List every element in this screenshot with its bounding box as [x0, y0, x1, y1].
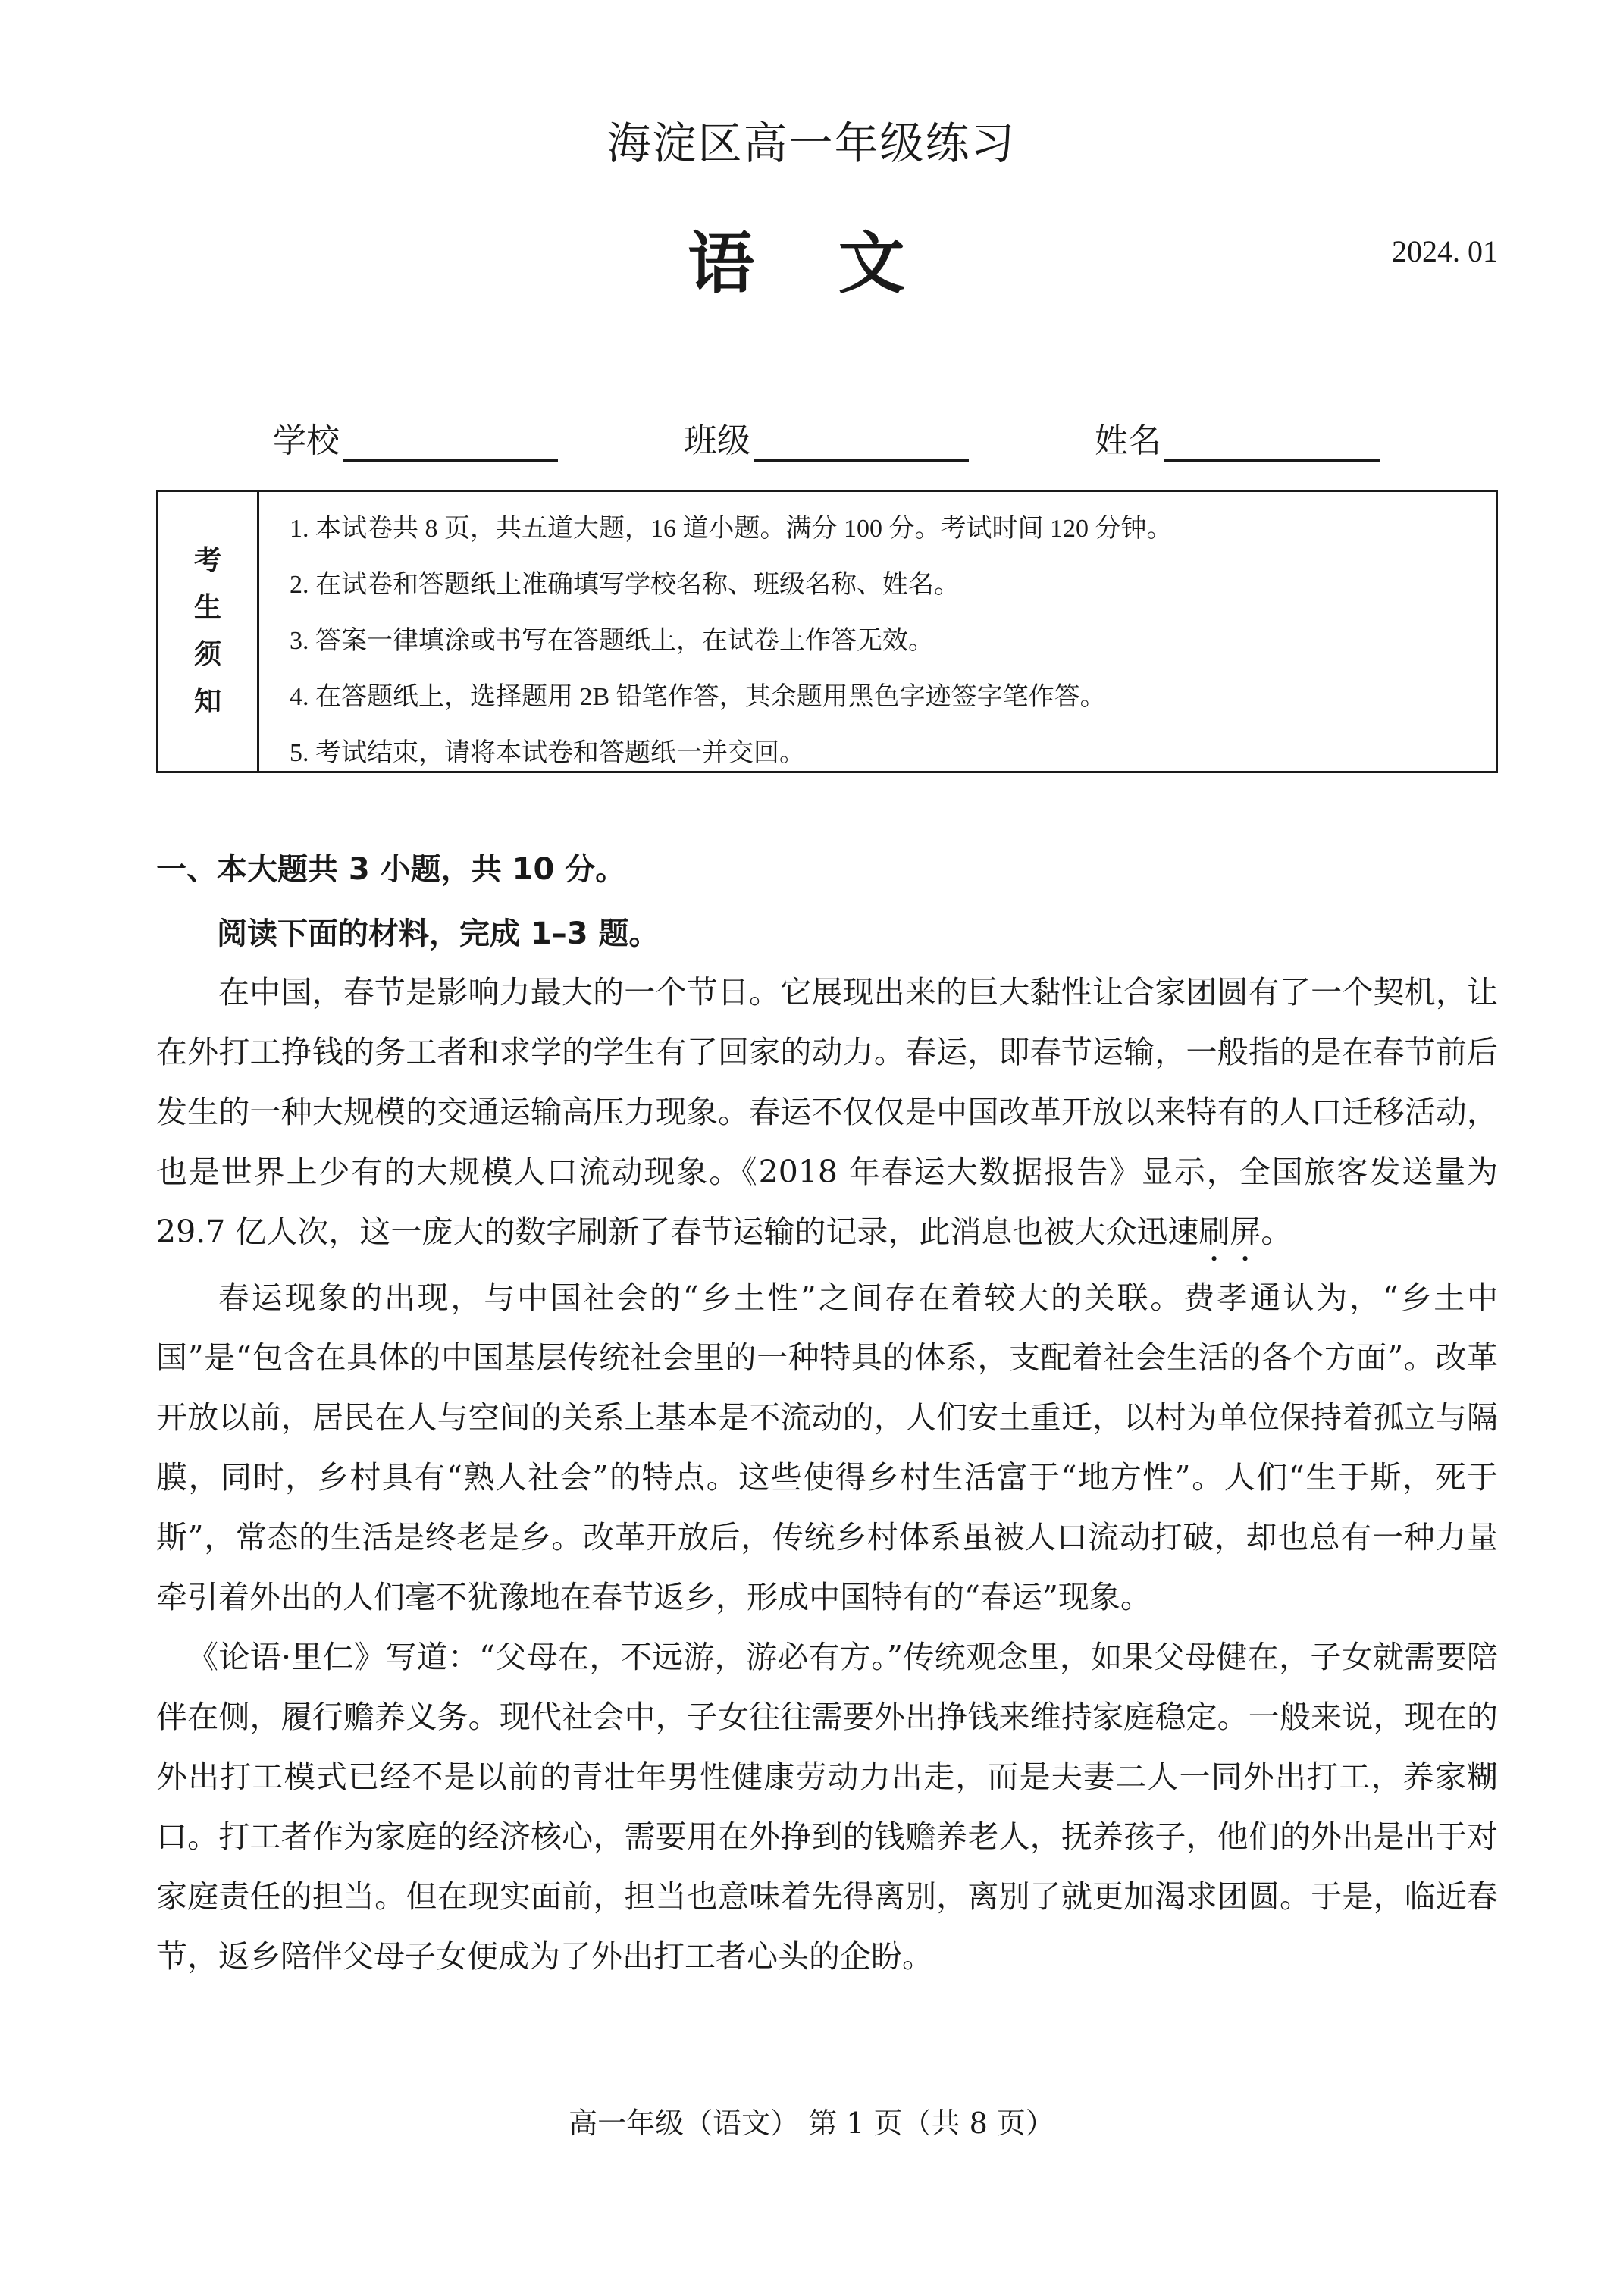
reading-instruction: 阅读下面的材料，完成 1–3 题。	[217, 916, 660, 951]
notice-item: 2. 在试卷和答题纸上准确填写学校名称、班级名称、姓名。	[290, 571, 960, 599]
subject-title: 语 文	[688, 224, 935, 302]
section-heading: 一、本大题共 3 小题，共 10 分。	[156, 852, 626, 887]
class-field	[684, 413, 969, 462]
name-label: 姓名	[1095, 421, 1161, 460]
school-blank	[343, 421, 558, 462]
class-blank	[754, 421, 969, 462]
class-label: 班级	[684, 421, 750, 460]
emphasized-word: 刷屏	[1198, 1214, 1261, 1250]
notice-label-char: 知	[193, 686, 221, 717]
exam-notice-box	[156, 490, 1498, 773]
notice-label-char: 生	[193, 592, 221, 623]
exam-date: 2024. 01	[1392, 234, 1498, 268]
exam-title: 海淀区高一年级练习	[606, 117, 1017, 169]
notice-item: 4. 在答题纸上，选择题用 2B 铅笔作答，其余题用黑色字迹签字笔作答。	[290, 683, 1106, 711]
paragraph-text-end: 。	[1261, 1214, 1292, 1250]
school-field	[273, 413, 558, 462]
student-info-row	[273, 413, 1380, 462]
name-blank	[1164, 421, 1380, 462]
passage-paragraph	[156, 963, 1498, 1268]
reading-passage	[156, 963, 1498, 1987]
school-label: 学校	[273, 421, 340, 460]
notice-label	[158, 492, 259, 771]
passage-paragraph: 《论语·里仁》写道：“父母在，不远游，游必有方。”传统观念里，如果父母健在，子女就需要陪伴在侧，履行赡养义务。现代社会中，子女往往需要外出挣钱来维持家庭稳定。一般来说，现在的外出打工模式已经不是以前的青壮年男性健康劳动力出走，而是夫妻二人一同外出打工，养家糊口。打工者作为家庭的经济核心，需要用在外挣到的钱赡养老人，抚养孩子，他们的外出是出于对家庭责任的担当。但在现实面前，担当也意味着先得离别，离别了就更加渴求团圆。于是，临近春节，返乡陪伴父母子女便成为了外出打工者心头的企盼。	[156, 1639, 1498, 1975]
notice-item: 5. 考试结束，请将本试卷和答题纸一并交回。	[290, 739, 805, 767]
passage-paragraph: 春运现象的出现，与中国社会的“乡土性”之间存在着较大的关联。费孝通认为，“乡土中国”是“包含在具体的中国基层传统社会里的一种特具的体系，支配着社会生活的各个方面”。改革开放以前，居民在人与空间的关系上基本是不流动的，人们安土重迁，以村为单位保持着孤立与隔膜，同时，乡村具有“熟人社会”的特点。这些使得乡村生活富于“地方性”。人们“生于斯，死于斯”，常态的生活是终老是乡。改革开放后，传统乡村体系虽被人口流动打破，却也总有一种力量牵引着外出的人们毫不犹豫地在春节返乡，形成中国特有的“春运”现象。	[156, 1280, 1498, 1615]
notice-item: 1. 本试卷共 8 页，共五道大题，16 道小题。满分 100 分。考试时间 120 分钟。	[290, 515, 1173, 543]
name-field	[1095, 413, 1380, 462]
notice-label-char: 考	[193, 545, 221, 576]
paragraph-text: 在中国，春节是影响力最大的一个节日。它展现出来的巨大黏性让合家团圆有了一个契机，让在外打工挣钱的务工者和求学的学生有了回家的动力。春运，即春节运输，一般指的是在春节前后发生的一种大规模的交通运输高压力现象。春运不仅仅是中国改革开放以来特有的人口迁移活动，也是世界上少有的大规模人口流动现象。《2018 年春运大数据报告》显示，全国旅客发送量为 29.7 亿人次，这一庞大的数字刷新了春节运输的记录，此消息也被大众迅速	[156, 974, 1498, 1250]
page-footer: 高一年级（语文） 第 1 页（共 8 页）	[569, 2106, 1054, 2140]
notice-item: 3. 答案一律填涂或书写在答题纸上，在试卷上作答无效。	[290, 627, 934, 655]
notice-list	[259, 492, 1496, 771]
notice-label-char: 须	[193, 639, 221, 670]
